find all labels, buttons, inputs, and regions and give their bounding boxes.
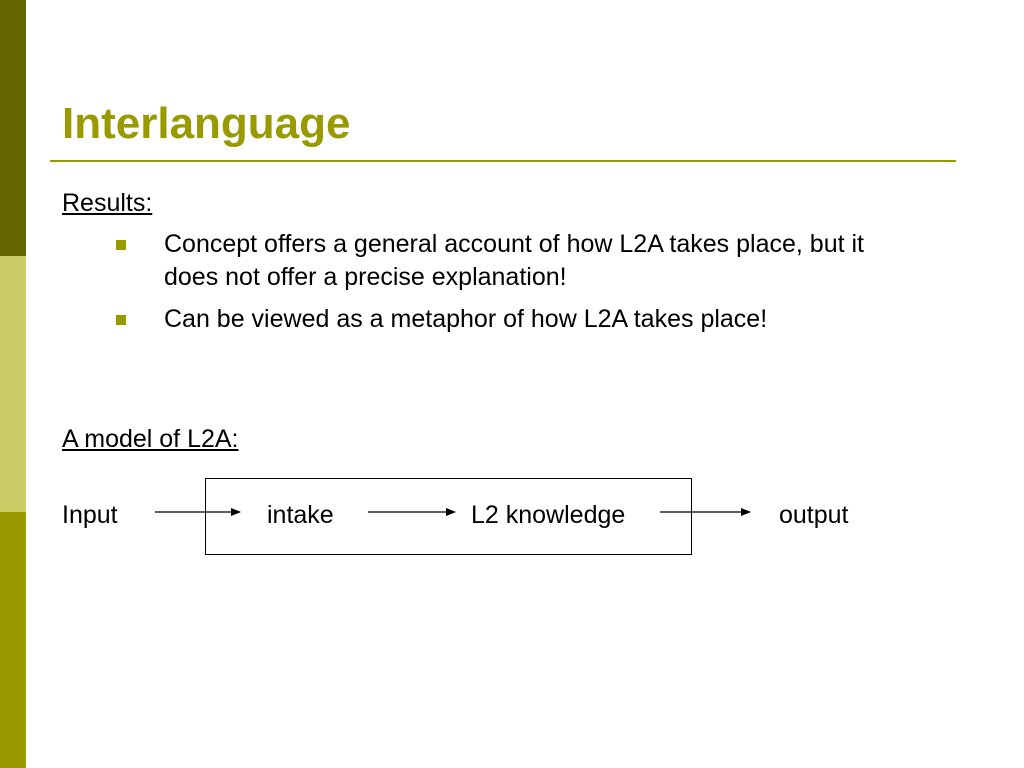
sidebar-decoration (0, 0, 26, 768)
bullet-text-line: does not offer a precise explanation! (164, 263, 567, 291)
model-node-intake: intake (267, 501, 334, 529)
model-node-input: Input (62, 501, 118, 529)
model-node-output: output (779, 501, 849, 529)
square-bullet-icon (116, 315, 126, 325)
bullet-text: Can be viewed as a metaphor of how L2A takes place! (164, 305, 768, 333)
slide-title: Interlanguage (62, 99, 351, 148)
sidebar-band-middle (0, 256, 26, 512)
sidebar-band-top (0, 0, 26, 256)
sidebar-band-bottom (0, 512, 26, 768)
results-heading: Results: (62, 189, 153, 217)
bullet-text (164, 228, 864, 294)
bullet-text-line: Concept offers a general account of how L2A takes place, but it (164, 230, 864, 258)
square-bullet-icon (116, 240, 126, 250)
model-heading: A model of L2A: (62, 425, 239, 453)
model-node-l2-knowledge: L2 knowledge (471, 501, 626, 529)
title-underline-rule (50, 160, 956, 162)
